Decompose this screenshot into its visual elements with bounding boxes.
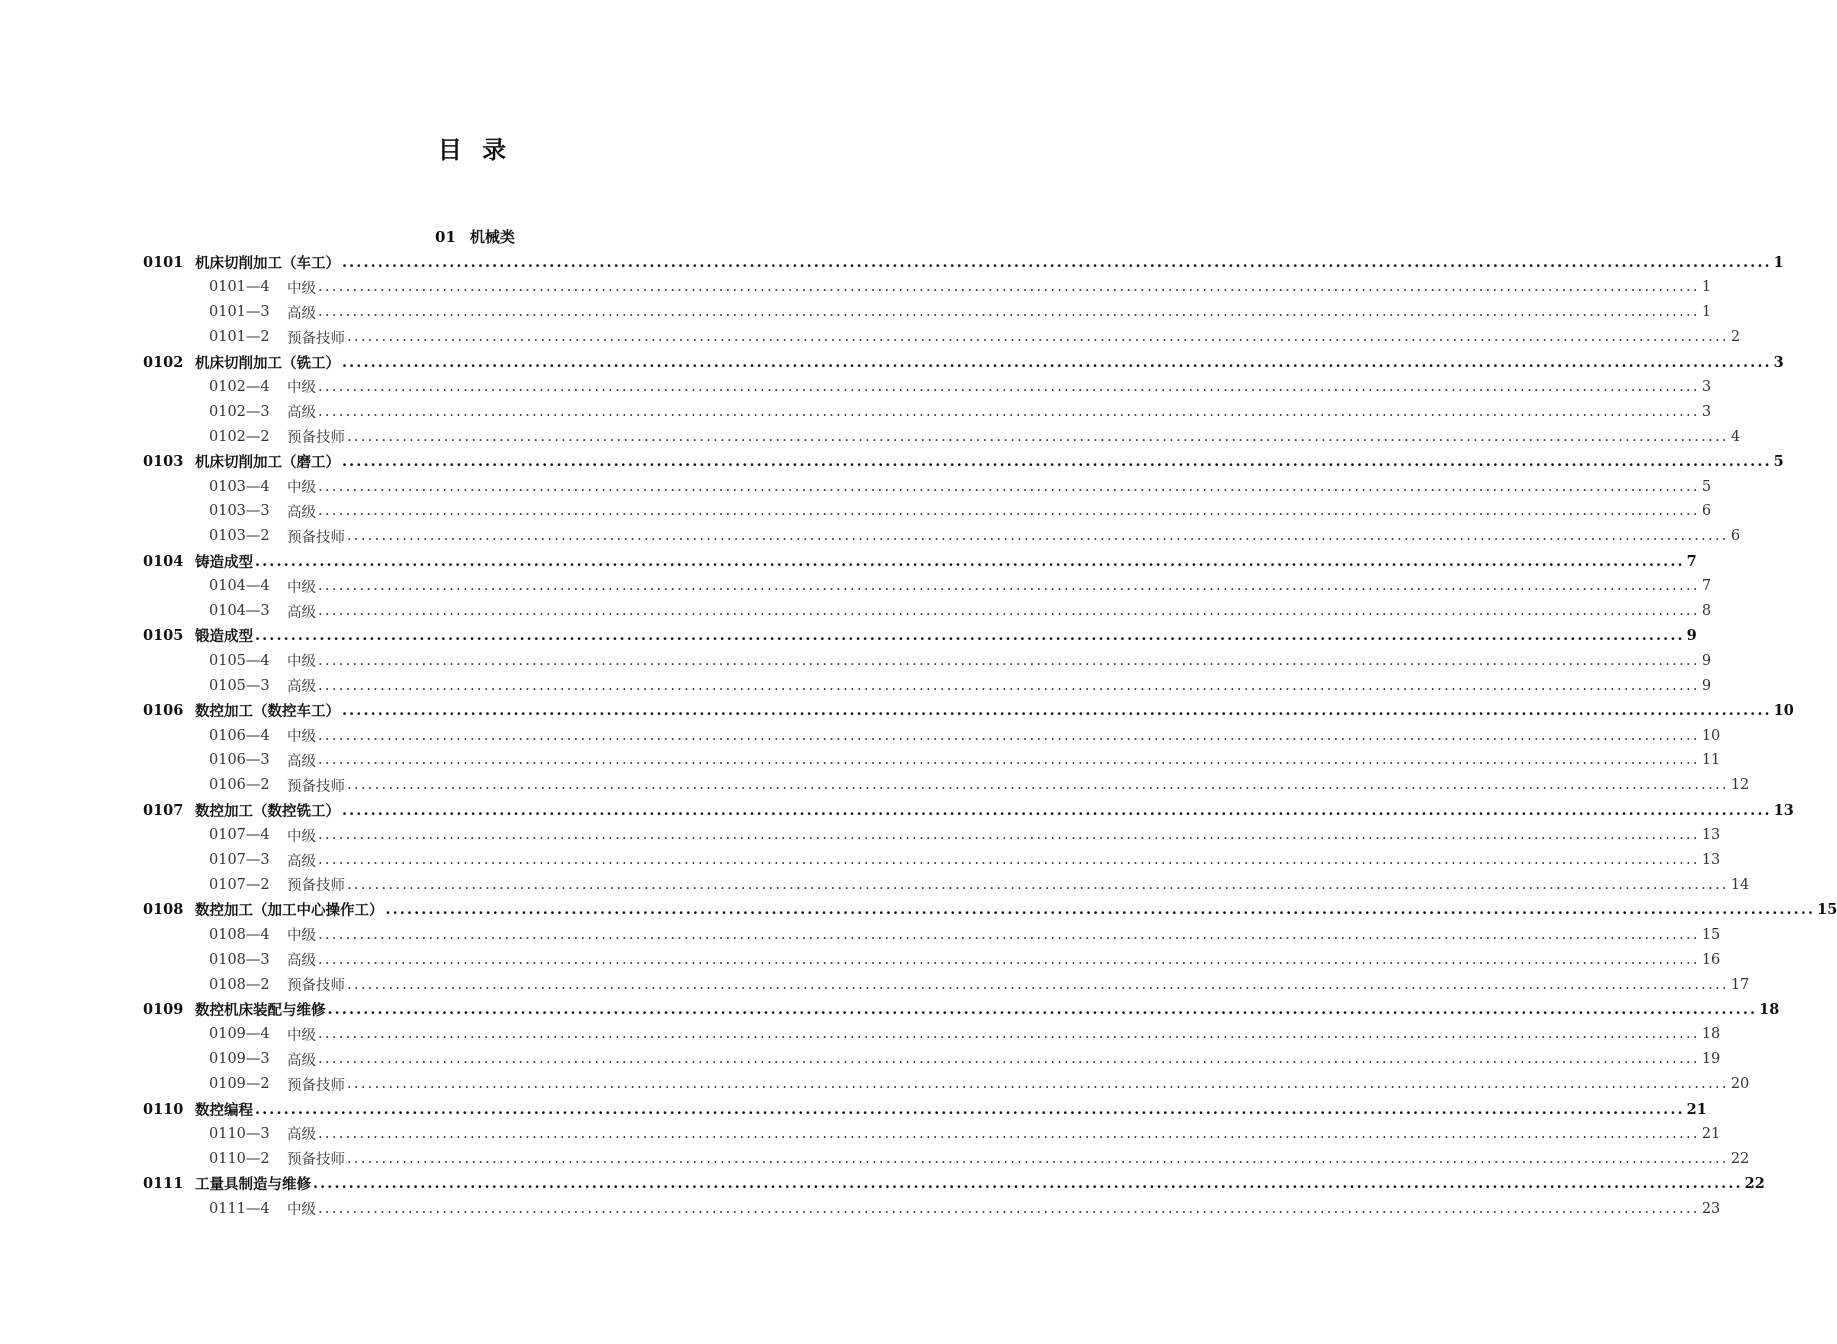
entry-code: 0109—2 (209, 1076, 270, 1093)
entry-title: 数控编程 (195, 1101, 253, 1119)
entry-page-number: 20 (1730, 1076, 1750, 1093)
dot-leader: ........................................................................................................................................................................................................ (342, 702, 1772, 720)
entry-code: 0108—3 (209, 951, 270, 968)
toc-subentry[interactable] (0, 673, 1712, 698)
dot-leader: ........................................................................................................................................................................................................ (318, 478, 1700, 495)
toc-subentry[interactable] (0, 1072, 1750, 1097)
entry-page-number: 9 (1701, 652, 1712, 669)
entry-page-number: 6 (1730, 528, 1741, 545)
entry-page-number: 1 (1701, 304, 1712, 321)
entry-title: 中级 (287, 380, 316, 397)
entry-title: 高级 (287, 1127, 316, 1144)
toc-subentry[interactable] (0, 922, 1721, 947)
toc-subentry[interactable] (0, 848, 1721, 873)
entry-code: 0108 (143, 901, 184, 919)
entry-code: 0101 (143, 253, 184, 271)
dot-leader: ........................................................................................................................................................................................................ (255, 627, 1685, 645)
toc-subentry[interactable] (0, 947, 1721, 972)
dot-leader: ........................................................................................................................................................................................................ (347, 1076, 1729, 1093)
entry-code: 0107 (143, 801, 184, 819)
entry-page-number: 7 (1701, 578, 1712, 595)
toc-subentry[interactable] (0, 524, 1741, 549)
entry-code: 0109 (143, 1000, 184, 1018)
toc-subentry[interactable] (0, 1146, 1750, 1171)
toc-entry[interactable] (0, 997, 1780, 1022)
entry-code: 0110—2 (209, 1150, 270, 1167)
dot-leader: ........................................................................................................................................................................................................ (318, 403, 1700, 420)
toc-subentry[interactable] (0, 748, 1721, 773)
dot-leader: ........................................................................................................................................................................................................ (318, 677, 1700, 694)
entry-title: 机床切削加工（磨工） (195, 454, 340, 472)
toc-entry[interactable] (0, 897, 1837, 922)
entry-code: 0101—2 (209, 329, 270, 346)
dot-leader: ........................................................................................................................................................................................................ (318, 1051, 1700, 1068)
entry-page-number: 15 (1817, 901, 1837, 919)
entry-title: 预备技师 (287, 1152, 345, 1169)
section-name: 机械类 (469, 228, 515, 246)
entry-title: 高级 (287, 305, 316, 322)
toc-subentry[interactable] (0, 399, 1712, 424)
entry-page-number: 13 (1701, 852, 1721, 869)
entry-code: 0103—4 (209, 478, 270, 495)
page-title: 目 录 (437, 136, 513, 164)
entry-page-number: 8 (1701, 603, 1712, 620)
entry-title: 锻造成型 (195, 628, 253, 646)
entry-page-number: 18 (1701, 1026, 1721, 1043)
entry-title: 中级 (287, 928, 316, 945)
entry-code: 0106—4 (209, 727, 270, 744)
entry-title: 预备技师 (287, 778, 345, 795)
entry-page-number: 15 (1701, 926, 1721, 943)
toc-entry[interactable] (0, 449, 1784, 474)
entry-title: 机床切削加工（车工） (195, 254, 340, 272)
entry-page-number: 3 (1701, 378, 1712, 395)
entry-page-number: 7 (1686, 552, 1697, 570)
toc-subentry[interactable] (0, 972, 1750, 997)
entry-page-number: 3 (1773, 353, 1784, 371)
toc-entry[interactable] (0, 1171, 1765, 1196)
dot-leader: ........................................................................................................................................................................................................ (318, 727, 1700, 744)
toc-subentry[interactable] (0, 1196, 1721, 1221)
entry-title: 铸造成型 (195, 553, 253, 571)
entry-page-number: 1 (1701, 279, 1712, 296)
dot-leader: ........................................................................................................................................................................................................ (347, 428, 1729, 445)
entry-title: 数控加工（加工中心操作工） (195, 902, 384, 920)
section-code: 01 (435, 228, 456, 246)
entry-page-number: 21 (1701, 1125, 1721, 1142)
toc-subentry[interactable] (0, 1022, 1721, 1047)
entry-page-number: 6 (1701, 503, 1712, 520)
entry-title: 中级 (287, 579, 316, 596)
entry-title: 中级 (287, 1027, 316, 1044)
entry-code: 0110 (143, 1100, 184, 1118)
entry-title: 高级 (287, 1052, 316, 1069)
dot-leader: ........................................................................................................................................................................................................ (347, 528, 1729, 545)
toc-subentry[interactable] (0, 375, 1712, 400)
dot-leader: ........................................................................................................................................................................................................ (318, 926, 1700, 943)
entry-title: 高级 (287, 405, 316, 422)
section-heading (0, 226, 950, 247)
entry-title: 预备技师 (287, 430, 345, 447)
dot-leader: ........................................................................................................................................................................................................ (318, 827, 1700, 844)
dot-leader: ........................................................................................................................................................................................................ (318, 304, 1700, 321)
entry-code: 0104 (143, 552, 184, 570)
entry-code: 0108—2 (209, 976, 270, 993)
entry-page-number: 18 (1759, 1000, 1780, 1018)
entry-page-number: 22 (1730, 1150, 1750, 1167)
entry-title: 预备技师 (287, 1077, 345, 1094)
dot-leader: ........................................................................................................................................................................................................ (347, 876, 1729, 893)
dot-leader: ........................................................................................................................................................................................................ (318, 578, 1700, 595)
entry-title: 数控加工（数控铣工） (195, 802, 340, 820)
entry-code: 0105—3 (209, 677, 270, 694)
entry-title: 机床切削加工（铣工） (195, 354, 340, 372)
dot-leader: ........................................................................................................................................................................................................ (313, 1175, 1743, 1193)
entry-page-number: 5 (1701, 478, 1712, 495)
entry-title: 高级 (287, 679, 316, 696)
entry-code: 0102—3 (209, 403, 270, 420)
toc-subentry[interactable] (0, 300, 1712, 325)
entry-code: 0101—4 (209, 279, 270, 296)
dot-leader: ........................................................................................................................................................................................................ (318, 378, 1700, 395)
dot-leader: ........................................................................................................................................................................................................ (342, 453, 1772, 471)
entry-code: 0104—3 (209, 603, 270, 620)
entry-title: 预备技师 (287, 330, 345, 347)
entry-page-number: 9 (1701, 677, 1712, 694)
entry-title: 中级 (287, 654, 316, 671)
toc-subentry[interactable] (0, 599, 1712, 624)
dot-leader: ........................................................................................................................................................................................................ (255, 1100, 1685, 1118)
entry-page-number: 13 (1773, 801, 1794, 819)
toc-subentry[interactable] (0, 873, 1750, 898)
toc-subentry[interactable] (0, 474, 1712, 499)
entry-page-number: 10 (1701, 727, 1721, 744)
dot-leader: ........................................................................................................................................................................................................ (318, 652, 1700, 669)
toc-entry[interactable] (0, 549, 1697, 574)
entry-title: 数控加工（数控车工） (195, 703, 340, 721)
entry-code: 0103—2 (209, 528, 270, 545)
dot-leader: ........................................................................................................................................................................................................ (342, 253, 1772, 271)
entry-code: 0104—4 (209, 578, 270, 595)
toc-subentry[interactable] (0, 325, 1741, 350)
entry-page-number: 14 (1730, 876, 1750, 893)
dot-leader: ........................................................................................................................................................................................................ (385, 901, 1816, 919)
dot-leader: ........................................................................................................................................................................................................ (318, 852, 1700, 869)
entry-code: 0106 (143, 702, 184, 720)
toc-subentry[interactable] (0, 823, 1721, 848)
entry-page-number: 19 (1701, 1051, 1721, 1068)
entry-code: 0109—3 (209, 1051, 270, 1068)
toc-entry[interactable] (0, 624, 1697, 649)
entry-title: 预备技师 (287, 878, 345, 895)
entry-title: 中级 (287, 1202, 316, 1219)
entry-code: 0107—4 (209, 827, 270, 844)
entry-page-number: 3 (1701, 403, 1712, 420)
dot-leader: ........................................................................................................................................................................................................ (255, 552, 1685, 570)
entry-title: 中级 (287, 828, 316, 845)
toc-entry[interactable] (0, 798, 1794, 823)
dot-leader: ........................................................................................................................................................................................................ (318, 503, 1700, 520)
entry-page-number: 16 (1701, 951, 1721, 968)
entry-title: 工量具制造与维修 (195, 1176, 311, 1194)
entry-page-number: 10 (1773, 702, 1794, 720)
entry-title: 高级 (287, 853, 316, 870)
entry-page-number: 17 (1730, 976, 1750, 993)
entry-code: 0107—3 (209, 852, 270, 869)
entry-code: 0107—2 (209, 876, 270, 893)
dot-leader: ........................................................................................................................................................................................................ (342, 353, 1772, 371)
toc-entry[interactable] (0, 1097, 1707, 1122)
dot-leader: ........................................................................................................................................................................................................ (347, 777, 1729, 794)
entry-code: 0101—3 (209, 304, 270, 321)
dot-leader: ........................................................................................................................................................................................................ (327, 1000, 1758, 1018)
entry-code: 0103 (143, 453, 184, 471)
entry-page-number: 11 (1701, 752, 1721, 769)
entry-page-number: 23 (1701, 1200, 1721, 1217)
toc-subentry[interactable] (0, 723, 1721, 748)
entry-code: 0102—4 (209, 378, 270, 395)
toc-subentry[interactable] (0, 648, 1712, 673)
entry-title: 高级 (287, 953, 316, 970)
toc-subentry[interactable] (0, 424, 1741, 449)
dot-leader: ........................................................................................................................................................................................................ (318, 1125, 1700, 1142)
entry-title: 数控机床装配与维修 (195, 1001, 326, 1019)
entry-page-number: 9 (1686, 627, 1697, 645)
dot-leader: ........................................................................................................................................................................................................ (318, 1026, 1700, 1043)
toc-subentry[interactable] (0, 275, 1712, 300)
toc-subentry[interactable] (0, 1047, 1721, 1072)
entry-title: 中级 (287, 480, 316, 497)
entry-code: 0102 (143, 353, 184, 371)
entry-page-number: 2 (1730, 329, 1741, 346)
entry-code: 0103—3 (209, 503, 270, 520)
entry-title: 高级 (287, 504, 316, 521)
entry-code: 0110—3 (209, 1125, 270, 1142)
entry-page-number: 12 (1730, 777, 1750, 794)
dot-leader: ........................................................................................................................................................................................................ (318, 752, 1700, 769)
entry-title: 高级 (287, 753, 316, 770)
entry-code: 0105 (143, 627, 184, 645)
dot-leader: ........................................................................................................................................................................................................ (318, 951, 1700, 968)
entry-title: 中级 (287, 280, 316, 297)
toc-entry[interactable] (0, 350, 1784, 375)
dot-leader: ........................................................................................................................................................................................................ (318, 279, 1700, 296)
toc-entry[interactable] (0, 698, 1794, 723)
entry-code: 0109—4 (209, 1026, 270, 1043)
dot-leader: ........................................................................................................................................................................................................ (318, 1200, 1700, 1217)
entry-code: 0105—4 (209, 652, 270, 669)
dot-leader: ........................................................................................................................................................................................................ (347, 976, 1729, 993)
entry-title: 高级 (287, 604, 316, 621)
dot-leader: ........................................................................................................................................................................................................ (347, 1150, 1729, 1167)
toc-subentry[interactable] (0, 773, 1750, 798)
entry-page-number: 5 (1773, 453, 1784, 471)
dot-leader: ........................................................................................................................................................................................................ (347, 329, 1729, 346)
entry-title: 预备技师 (287, 978, 345, 995)
toc-entry[interactable] (0, 250, 1784, 275)
entry-page-number: 1 (1773, 253, 1784, 271)
entry-page-number: 4 (1730, 428, 1741, 445)
entry-title: 中级 (287, 729, 316, 746)
entry-code: 0108—4 (209, 926, 270, 943)
entry-code: 0111—4 (209, 1200, 270, 1217)
dot-leader: ........................................................................................................................................................................................................ (342, 801, 1772, 819)
entry-code: 0106—2 (209, 777, 270, 794)
entry-code: 0106—3 (209, 752, 270, 769)
entry-code: 0111 (143, 1175, 184, 1193)
toc-subentry[interactable] (0, 499, 1712, 524)
toc-subentry[interactable] (0, 1122, 1721, 1147)
entry-page-number: 21 (1686, 1100, 1707, 1118)
entry-page-number: 22 (1744, 1175, 1765, 1193)
entry-title: 预备技师 (287, 529, 345, 546)
dot-leader: ........................................................................................................................................................................................................ (318, 603, 1700, 620)
entry-page-number: 13 (1701, 827, 1721, 844)
entry-code: 0102—2 (209, 428, 270, 445)
toc-subentry[interactable] (0, 574, 1712, 599)
